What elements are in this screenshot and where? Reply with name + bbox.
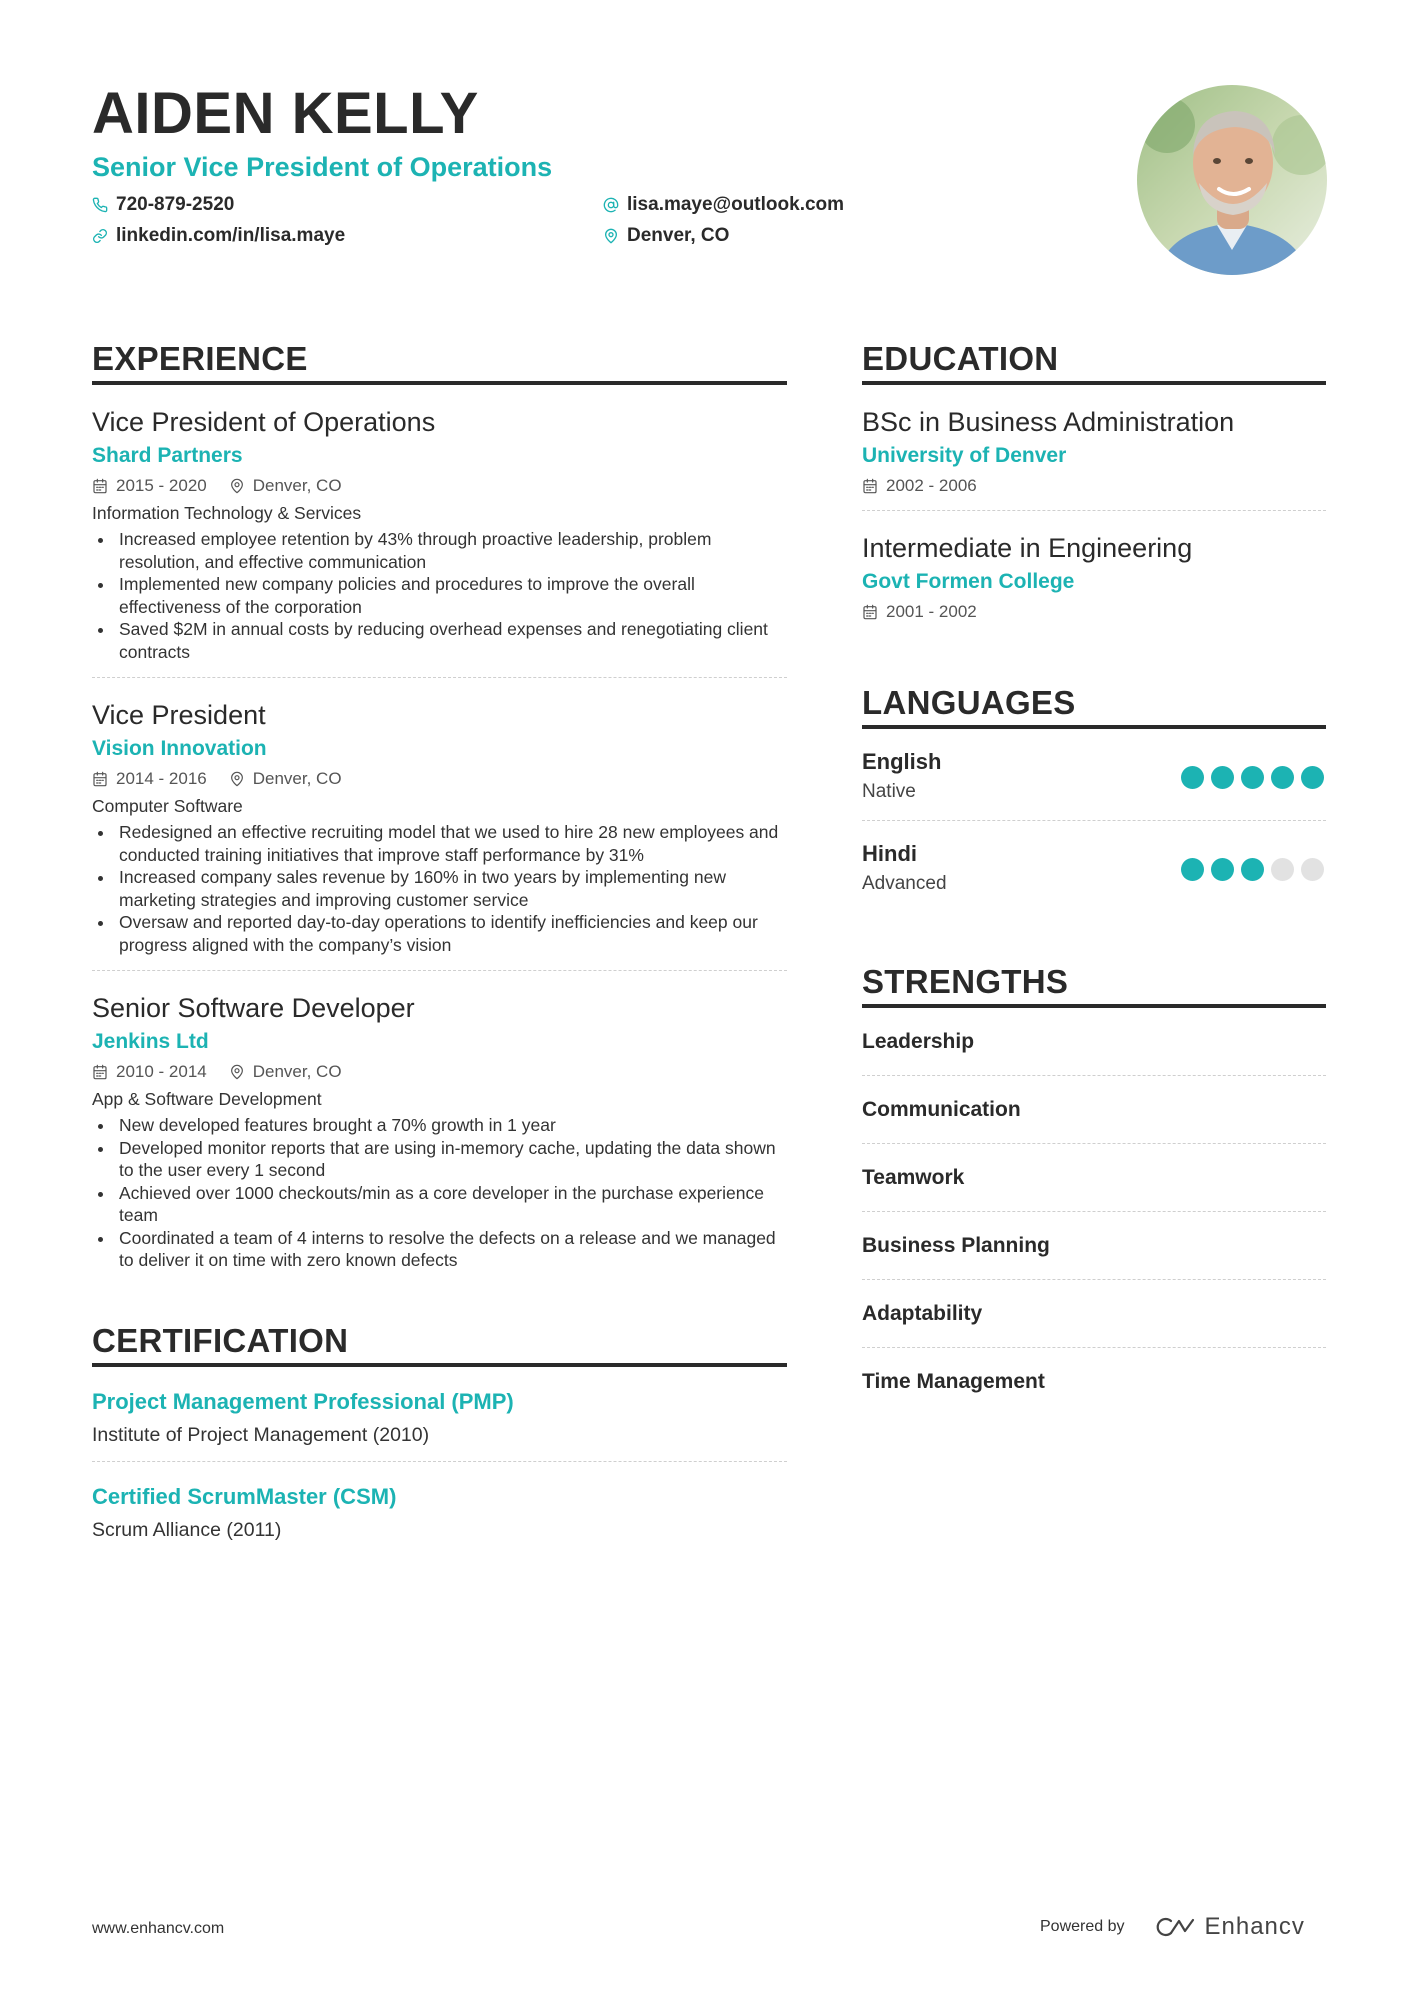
language-level: Native (862, 781, 916, 802)
certification-list (92, 1367, 787, 1556)
rating-dot-empty (1301, 858, 1324, 881)
job-dates-text: 2010 - 2014 (116, 1062, 207, 1081)
rating-dot-empty (1271, 858, 1294, 881)
education-item (862, 511, 1326, 636)
job-location-text: Denver, CO (252, 769, 342, 788)
strength-item: Business Planning (862, 1212, 1326, 1280)
at-sign-icon (603, 197, 627, 213)
job-location (229, 1062, 342, 1082)
rating-dot-filled (1271, 766, 1294, 789)
job-location (229, 769, 342, 789)
education-dates-text: 2002 - 2006 (886, 476, 977, 495)
strength-item: Adaptability (862, 1280, 1326, 1348)
certification-heading: CERTIFICATION (92, 1322, 787, 1367)
contact-linkedin (92, 225, 345, 247)
job-meta (92, 769, 787, 789)
languages-heading: LANGUAGES (862, 684, 1326, 729)
rating-dot-filled (1211, 858, 1234, 881)
calendar-icon (92, 478, 108, 494)
strength-item: Communication (862, 1076, 1326, 1144)
school-name: University of Denver (862, 444, 1067, 467)
rating-dot-filled (1241, 858, 1264, 881)
link-icon (92, 228, 116, 244)
language-name: English (862, 749, 942, 774)
candidate-name: AIDEN KELLY (92, 81, 479, 146)
education-list (862, 385, 1326, 636)
education-dates (862, 476, 977, 496)
language-level: Advanced (862, 873, 947, 894)
job-industry: Information Technology & Services (92, 503, 362, 523)
rating-dot-filled (1211, 766, 1234, 789)
job-title: Senior Software Developer (92, 993, 415, 1023)
language-rating (1174, 858, 1324, 881)
bullet-item: Oversaw and reported day-to-day operations to identify inefficiencies and keep our progress aligned with the company’s vision (92, 911, 787, 956)
rating-dot-filled (1241, 766, 1264, 789)
bullet-item: Increased company sales revenue by 160% in two years by implementing new marketing strategies and improving customer service (92, 866, 787, 911)
location-text: Denver, CO (627, 225, 730, 246)
company-name: Shard Partners (92, 444, 243, 467)
calendar-icon (862, 604, 878, 620)
job-location (229, 476, 342, 496)
footer-website[interactable]: www.enhancv.com (92, 1920, 225, 1937)
bullet-item: Saved $2M in annual costs by reducing overhead expenses and renegotiating client contracts (92, 618, 787, 663)
rating-dot-filled (1181, 858, 1204, 881)
certification-item (92, 1367, 787, 1462)
education-dates-text: 2001 - 2002 (886, 602, 977, 621)
experience-item (92, 971, 787, 1286)
company-name: Vision Innovation (92, 737, 267, 760)
map-pin-icon (229, 478, 245, 494)
map-pin-icon (603, 228, 627, 244)
calendar-icon (92, 1064, 108, 1080)
job-dates (92, 476, 207, 496)
bullet-item: Coordinated a team of 4 interns to resolve the defects on a release and we managed to deliver it on time with zero known defects (92, 1227, 787, 1272)
job-title: Vice President (92, 700, 266, 730)
bullet-item: Increased employee retention by 43% through proactive leadership, problem resolution, and effective communication (92, 528, 787, 573)
bullet-item: Implemented new company policies and procedures to improve the overall effectiveness of the corporation (92, 573, 787, 618)
education-meta (862, 602, 1326, 622)
bullet-item: Redesigned an effective recruiting model that we used to hire 28 new employees and conducted training initiatives that improve staff performance by 31% (92, 821, 787, 866)
enhancv-logo[interactable] (1151, 1913, 1305, 1941)
language-rating (1174, 766, 1324, 789)
experience-item (92, 678, 787, 971)
strength-item: Teamwork (862, 1144, 1326, 1212)
phone-icon (92, 197, 116, 213)
profile-photo (1137, 85, 1327, 275)
linkedin-link[interactable]: linkedin.com/in/lisa.maye (116, 225, 346, 246)
enhancv-logo-icon (1151, 1915, 1197, 1939)
job-dates-text: 2015 - 2020 (116, 476, 207, 495)
contact-location (603, 225, 729, 247)
job-meta (92, 1062, 787, 1082)
bullet-item: Achieved over 1000 checkouts/min as a core developer in the purchase experience team (92, 1182, 787, 1227)
bullet-item: Developed monitor reports that are using in-memory cache, updating the data shown to the user every 1 second (92, 1137, 787, 1182)
degree-name: Intermediate in Engineering (862, 533, 1193, 563)
rating-dot-filled (1301, 766, 1324, 789)
company-name: Jenkins Ltd (92, 1030, 209, 1053)
school-name: Govt Formen College (862, 570, 1075, 593)
experience-item (92, 385, 787, 678)
certification-item (92, 1462, 787, 1556)
job-meta (92, 476, 787, 496)
brand-name: Enhancv (1204, 1913, 1305, 1940)
powered-by-label: Powered by (1040, 1918, 1125, 1935)
education-meta (862, 476, 1326, 496)
certification-name: Certified ScrumMaster (CSM) (92, 1483, 397, 1509)
footer-branding (1040, 1913, 1305, 1941)
education-dates (862, 602, 977, 622)
languages-list (862, 729, 1326, 913)
experience-heading: EXPERIENCE (92, 340, 787, 385)
education-heading: EDUCATION (862, 340, 1326, 385)
degree-name: BSc in Business Administration (862, 407, 1235, 437)
language-name: Hindi (862, 841, 917, 866)
certification-issuer: Scrum Alliance (2011) (92, 1518, 282, 1541)
job-bullets (92, 528, 787, 663)
map-pin-icon (229, 1064, 245, 1080)
contact-phone (92, 194, 234, 216)
job-bullets (92, 1114, 787, 1272)
education-item (862, 385, 1326, 511)
job-industry: App & Software Development (92, 1089, 322, 1109)
job-title: Vice President of Operations (92, 407, 436, 437)
experience-list (92, 385, 787, 1286)
job-dates (92, 1062, 207, 1082)
strength-item: Leadership (862, 1008, 1326, 1076)
bullet-item: New developed features brought a 70% growth in 1 year (92, 1114, 787, 1137)
job-industry: Computer Software (92, 796, 243, 816)
job-dates (92, 769, 207, 789)
job-location-text: Denver, CO (252, 1062, 342, 1081)
language-item (862, 821, 1326, 913)
job-location-text: Denver, CO (252, 476, 342, 495)
strengths-heading: STRENGTHS (862, 963, 1326, 1008)
email-link[interactable]: lisa.maye@outlook.com (627, 194, 845, 215)
map-pin-icon (229, 771, 245, 787)
certification-issuer: Institute of Project Management (2010) (92, 1423, 430, 1446)
language-item (862, 729, 1326, 821)
strength-item: Time Management (862, 1370, 1045, 1393)
strengths-list (862, 1008, 1326, 1416)
candidate-title: Senior Vice President of Operations (92, 152, 553, 182)
resume-header (92, 80, 1332, 290)
contact-email (603, 194, 844, 216)
phone-text: 720-879-2520 (116, 194, 235, 215)
calendar-icon (92, 771, 108, 787)
job-bullets (92, 821, 787, 956)
certification-name: Project Management Professional (PMP) (92, 1388, 514, 1414)
calendar-icon (862, 478, 878, 494)
right-column (862, 340, 1326, 1416)
job-dates-text: 2014 - 2016 (116, 769, 207, 788)
rating-dot-filled (1181, 766, 1204, 789)
left-column (92, 340, 787, 1556)
